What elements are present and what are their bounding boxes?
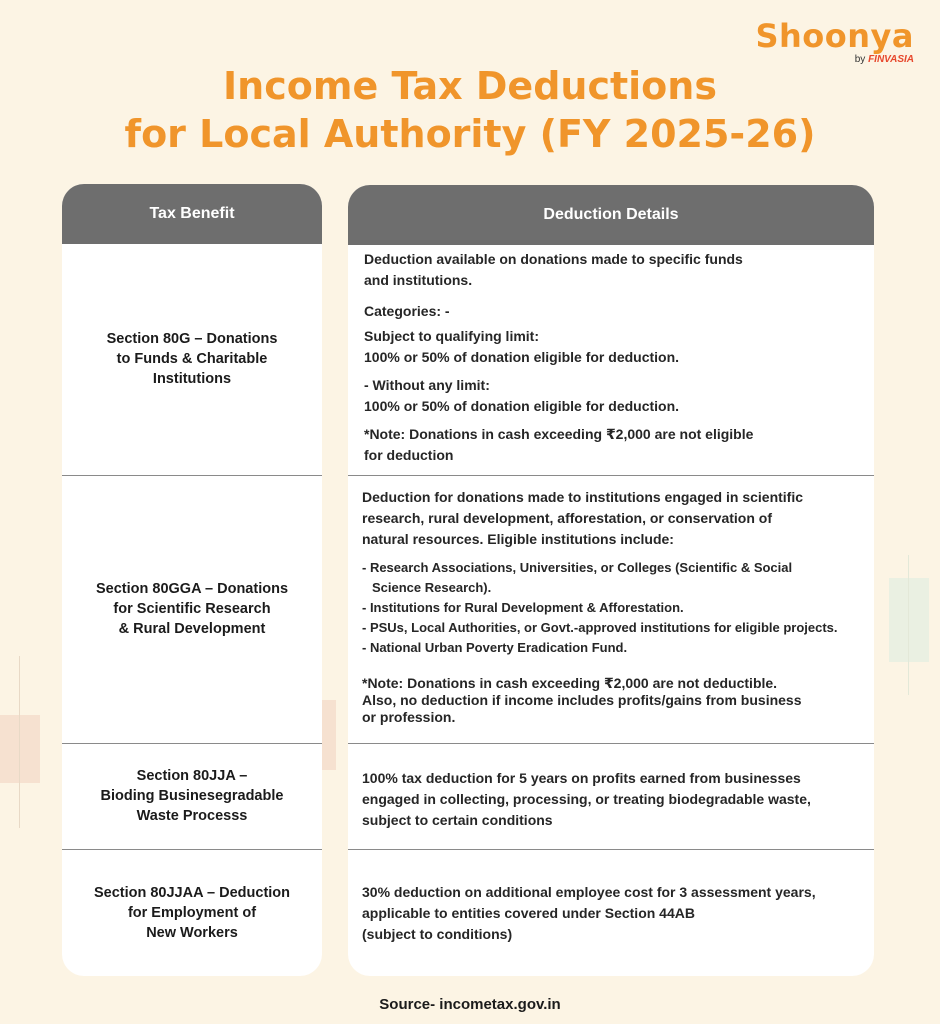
decor-candle-left — [0, 715, 40, 783]
brand-name: Shoonya — [755, 17, 914, 55]
details-note: *Note: Donations in cash exceeding ₹2,000 are not deductible. — [362, 675, 778, 691]
details-bullet: - PSUs, Local Authorities, or Govt.-approved institutions for eligible projects. — [362, 620, 838, 635]
details-note: for deduction — [364, 447, 454, 463]
tax-benefit-header: Tax Benefit — [62, 184, 322, 244]
details-text: - Without any limit: — [364, 377, 490, 393]
details-bullet: - Research Associations, Universities, or Colleges (Scientific & Social — [362, 560, 793, 575]
details-text: Subject to qualifying limit: — [364, 328, 539, 344]
details-text: 100% or 50% of donation eligible for deduction. — [364, 349, 680, 365]
details-section-80g — [348, 249, 874, 466]
benefit-line: Bioding Businesegradable — [100, 788, 284, 804]
benefit-section-80gga — [62, 476, 322, 742]
benefit-section-80g — [62, 244, 322, 474]
row-divider — [348, 849, 874, 850]
details-section-80gga — [348, 487, 874, 726]
details-text: 30% deduction on additional employee cost for 3 assessment years, — [362, 884, 816, 900]
title-line-1: Income Tax Deductions — [223, 64, 717, 108]
details-text: Deduction for donations made to institutions engaged in scientific — [362, 489, 804, 505]
page-title — [0, 62, 940, 158]
details-text: subject to certain conditions — [362, 812, 553, 828]
row-divider — [348, 743, 874, 744]
benefit-line: Section 80G – Donations — [106, 331, 278, 347]
details-text: (subject to conditions) — [362, 926, 513, 942]
details-bullet: - National Urban Poverty Eradication Fund. — [362, 640, 628, 655]
details-bullet: - Institutions for Rural Development & Afforestation. — [362, 600, 684, 615]
details-text: engaged in collecting, processing, or treating biodegradable waste, — [362, 791, 811, 807]
details-text: 100% tax deduction for 5 years on profits earned from businesses — [362, 770, 801, 786]
title-line-2: for Local Authority (FY 2025-26) — [124, 112, 816, 156]
details-note: *Note: Donations in cash exceeding ₹2,000 are not eligible — [364, 426, 754, 442]
benefit-line: Section 80GGA – Donations — [95, 581, 289, 597]
details-section-80jja — [348, 768, 874, 831]
benefit-line: & Rural Development — [118, 621, 266, 637]
benefit-line: for Scientific Research — [113, 601, 271, 617]
decor-candle-right — [889, 578, 929, 662]
details-text: 100% or 50% of donation eligible for deduction. — [364, 398, 680, 414]
details-note: or profession. — [362, 709, 456, 725]
benefit-line: Section 80JJAA – Deduction — [93, 885, 291, 901]
benefit-line: Institutions — [152, 371, 232, 387]
benefit-line: New Workers — [146, 925, 238, 941]
brand-sub-name: FINVASIA — [868, 54, 914, 65]
benefit-line: Waste Processs — [136, 808, 248, 824]
details-section-80jjaa — [348, 882, 874, 945]
details-bullet: Science Research). — [372, 580, 492, 595]
benefit-line: for Employment of — [127, 905, 257, 921]
decor-wick-right — [908, 555, 909, 695]
tax-benefit-column — [62, 184, 322, 976]
decor-candle-mid — [322, 700, 336, 770]
details-text: research, rural development, afforestation, or conservation of — [362, 510, 772, 526]
brand-logo — [755, 18, 914, 65]
details-text: applicable to entities covered under Section 44AB — [362, 905, 695, 921]
benefit-section-80jjaa — [62, 850, 322, 976]
decor-wick-left — [19, 656, 20, 828]
deduction-details-header: Deduction Details — [348, 185, 874, 245]
details-text: Categories: - — [364, 303, 450, 319]
brand-sub-prefix: by — [854, 54, 866, 65]
source-note: Source- incometax.gov.in — [379, 996, 561, 1013]
benefit-section-80jja — [62, 744, 322, 848]
details-text: Deduction available on donations made to specific funds — [364, 251, 743, 267]
deduction-details-column — [348, 185, 874, 976]
benefit-line: to Funds & Charitable — [116, 351, 268, 367]
row-divider — [348, 475, 874, 476]
details-text: natural resources. Eligible institutions include: — [362, 531, 674, 547]
benefit-line: Section 80JJA – — [136, 768, 248, 784]
details-text: and institutions. — [364, 272, 473, 288]
details-note: Also, no deduction if income includes profits/gains from business — [362, 692, 802, 708]
